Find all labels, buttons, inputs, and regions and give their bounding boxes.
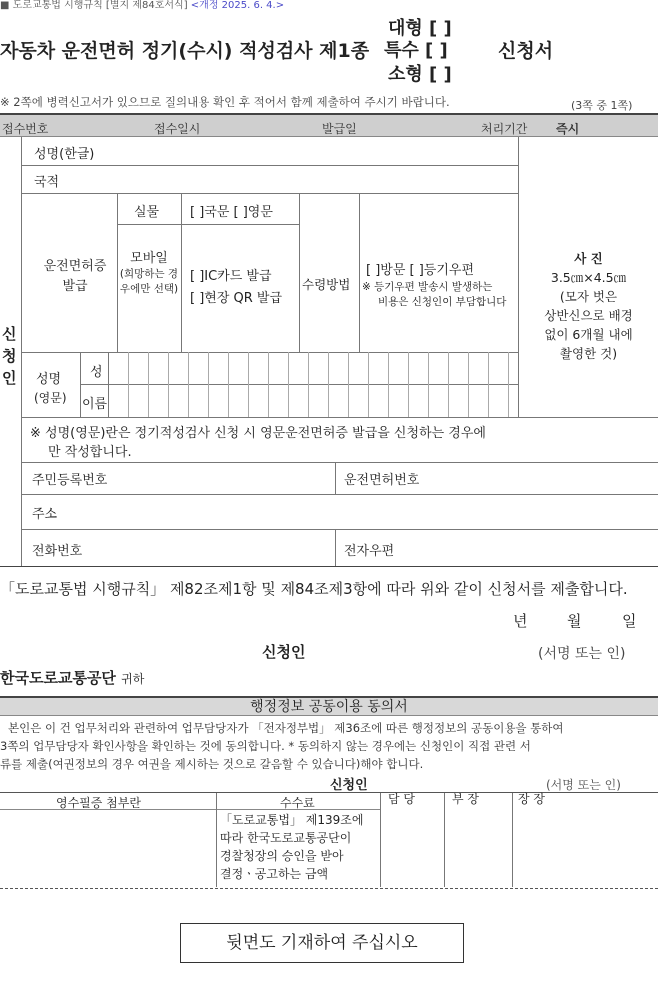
apply-label: 신청서	[498, 40, 554, 62]
address-label: 주소	[32, 507, 58, 522]
divider	[0, 566, 658, 567]
photo-size: 3.5㎝×4.5㎝	[550, 270, 627, 285]
english-note-1: ※ 성명(영문)란은 정기적성검사 신청 시 영문운전면허증 발급을 신청하는 경우에	[30, 426, 486, 441]
divider	[444, 793, 445, 887]
consent-applicant-label: 신청인	[330, 778, 368, 793]
applicant-signature-label: 신청인	[262, 643, 306, 661]
receipt-attach-label: 영수필증 첨부란	[56, 796, 141, 810]
fee-table	[0, 792, 658, 886]
resident-no-label: 주민등록번호	[32, 473, 108, 488]
surname-label: 성	[90, 365, 103, 380]
photo-box[interactable]	[519, 249, 658, 363]
mobile-option-ic-card[interactable]: [ ]IC카드 발급	[190, 269, 272, 284]
fee-desc-3: 경찰청장의 승인을 받아	[220, 849, 344, 863]
phone-label: 전화번호	[32, 544, 83, 559]
fee-desc-4: 결정ㆍ공고하는 금액	[220, 867, 329, 881]
fee-desc-2: 따라 한국도로교통공단이	[220, 831, 352, 845]
given-name-label: 이름	[82, 397, 108, 412]
consent-signature-note: (서명 또는 인)	[546, 778, 621, 792]
physical-options[interactable]: [ ]국문 [ ]영문	[190, 205, 273, 220]
divider	[117, 193, 118, 352]
manager-label: 부 장	[452, 792, 479, 806]
admin-body-3: 류를 제출(여권정보의 경우 여권을 제시하는 것으로 갈음할 수 있습니다)해야 합니다.	[0, 757, 424, 771]
license-no-label: 운전면허번호	[344, 473, 420, 488]
revision-date: <개정 2025. 6. 4.>	[190, 0, 285, 11]
divider	[335, 462, 336, 494]
fee-description	[220, 811, 363, 883]
mobile-label: 모바일	[130, 251, 168, 266]
admin-consent-body	[0, 719, 658, 773]
divider	[181, 193, 182, 352]
type-special-checkbox[interactable]: 특수 [ ]	[384, 40, 448, 61]
applicant-side-label	[2, 323, 17, 389]
divider	[359, 193, 360, 352]
recipient-suffix: 귀하	[121, 672, 145, 686]
divider	[22, 494, 658, 495]
fee-desc-1: 「도로교통법」 제139조에	[220, 813, 364, 827]
processing-period-value: 즉시	[556, 122, 580, 136]
issue-date-label: 발급일	[322, 122, 357, 136]
english-note-2: 만 작성합니다.	[48, 445, 132, 460]
divider	[512, 793, 513, 887]
type-small-checkbox[interactable]: 소형 [ ]	[388, 64, 452, 85]
divider	[335, 529, 336, 566]
photo-desc-2: 상반신으로 배경	[544, 308, 633, 323]
type-large-checkbox[interactable]: 대형 [ ]	[388, 18, 452, 39]
photo-desc-3: 없이 6개월 내에	[544, 327, 633, 342]
divider	[22, 462, 658, 463]
divider	[22, 529, 658, 530]
fee-label: 수수료	[280, 796, 315, 810]
director-label: 장 장	[518, 792, 545, 806]
applicant-side-column	[0, 137, 22, 567]
divider	[22, 193, 518, 194]
month-label: 월	[567, 612, 582, 630]
divider	[80, 352, 81, 417]
side-char-1: 신	[2, 325, 17, 343]
divider	[22, 165, 518, 166]
admin-consent-title: 행정정보 공동이용 동의서	[0, 696, 658, 716]
divider	[216, 793, 217, 887]
photo-desc-4: 촬영한 것)	[559, 346, 618, 361]
officer-label: 담 당	[388, 792, 415, 806]
receipt-note-2: 비용은 신청인이 부담합니다	[378, 296, 507, 308]
english-name-label-1: 성명	[36, 372, 62, 387]
signature-note: (서명 또는 인)	[538, 646, 626, 662]
receipt-note-1: ※ 등기우편 발송시 발생하는	[362, 281, 493, 293]
recipient-name: 한국도로교통공단	[0, 669, 116, 687]
receipt-no-label: 접수번호	[2, 122, 49, 136]
english-name-label-2: (영문)	[34, 391, 67, 405]
admin-body-1: 본인은 이 건 업무처리와 관련하여 업무담당자가 「전자정부법」 제36조에 따른 행정정보의 공동이용을 통하여	[8, 721, 564, 735]
receipt-date-label: 접수일시	[154, 122, 201, 136]
email-label: 전자우편	[344, 544, 395, 559]
admin-body-2: 3쪽의 업무담당자 확인사항을 확인하는 것에 동의합니다. * 동의하지 않는 경우에는 신청인이 직접 관련 서	[0, 739, 531, 753]
notice-text: ※ 2쪽에 병력신고서가 있으므로 질의내용 확인 후 적어서 함께 제출하여 주시기 바랍니다.	[0, 95, 450, 109]
side-char-2: 청	[2, 347, 17, 365]
nationality-label: 국적	[34, 175, 60, 190]
cut-line	[0, 888, 658, 889]
back-side-note: 뒷면도 기재하여 주십시오	[180, 923, 464, 963]
form-reference	[0, 0, 284, 11]
photo-desc-1: (모자 벗은	[559, 289, 618, 304]
form-title: 자동차 운전면허 정기(수시) 적성검사 제1종	[0, 40, 370, 62]
divider	[117, 224, 299, 225]
divider	[108, 352, 109, 417]
processing-period-label: 처리기간	[481, 122, 528, 136]
form-ref-text: ■ 도로교통법 시행규칙 [별지 제84호서식]	[0, 0, 188, 11]
license-issue-label: 운전면허증 발급	[43, 259, 107, 294]
receipt-options[interactable]: [ ]방문 [ ]등기우편	[366, 263, 475, 278]
day-label: 일	[622, 612, 637, 630]
divider	[380, 793, 381, 887]
side-char-3: 인	[2, 369, 17, 387]
photo-title: 사 진	[574, 251, 603, 266]
divider	[22, 417, 658, 418]
mobile-note: (희망하는 경우에만 선택)	[119, 268, 179, 295]
applicant-section	[0, 137, 658, 567]
divider	[299, 193, 300, 352]
declaration-text: 「도로교통법 시행규칙」 제82조제1항 및 제84조제3항에 따라 위와 같이 신청서를 제출합니다.	[0, 580, 628, 598]
physical-label: 실물	[134, 205, 160, 220]
receipt-bar	[0, 113, 658, 137]
year-label: 년	[513, 612, 528, 630]
recipient	[0, 667, 144, 688]
page-indicator: (3쪽 중 1쪽)	[571, 99, 633, 112]
english-name-grid[interactable]	[108, 352, 518, 417]
mobile-option-qr[interactable]: [ ]현장 QR 발급	[190, 291, 283, 306]
receipt-method-label: 수령방법	[302, 277, 351, 292]
name-korean-label: 성명(한글)	[34, 147, 95, 162]
